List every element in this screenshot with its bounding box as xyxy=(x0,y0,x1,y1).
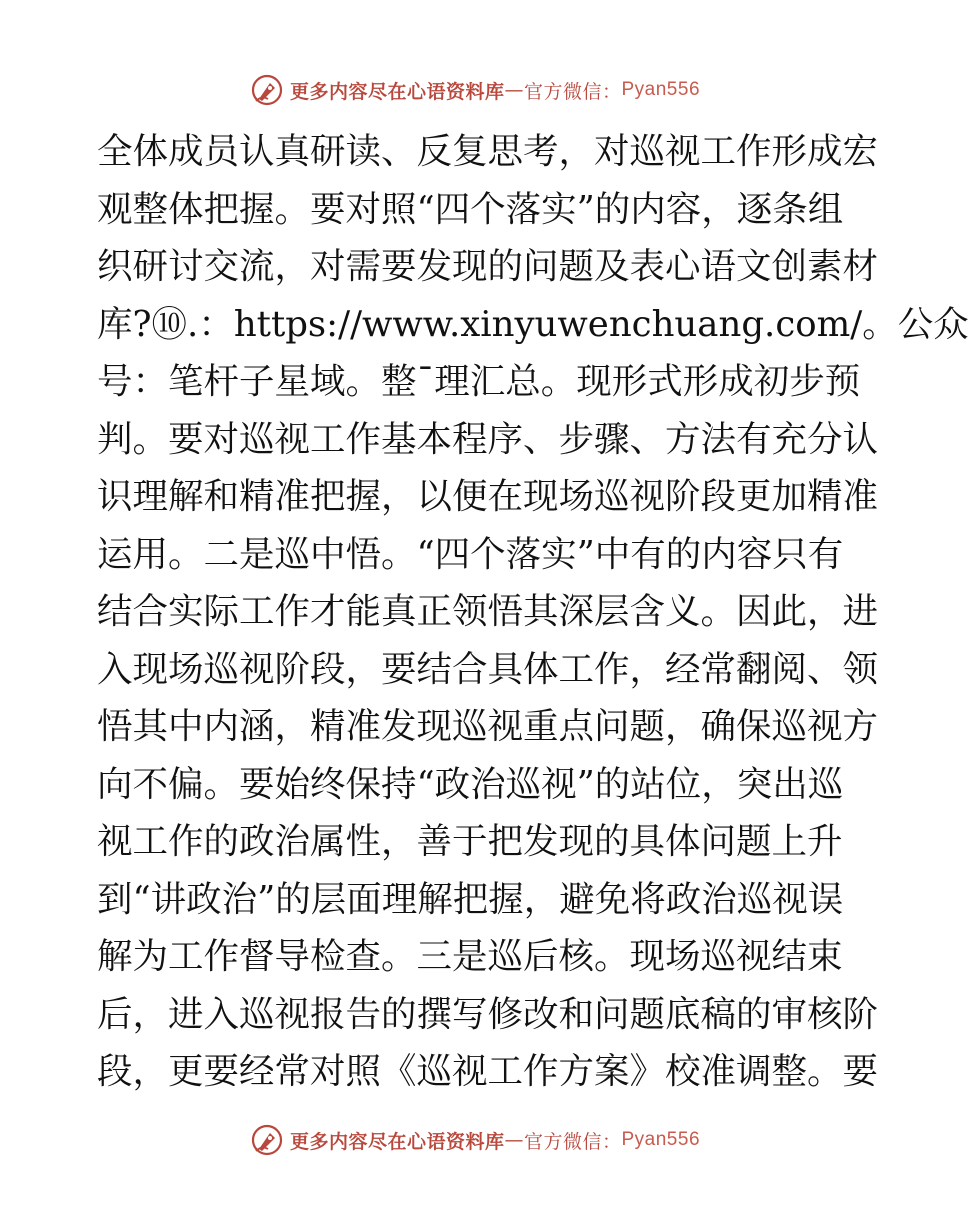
body-line: 结合实际工作才能真正领悟其深层含义。因此，进 xyxy=(97,591,879,632)
watermark-channel: 官方微信： xyxy=(523,80,622,103)
document-body xyxy=(97,123,969,1101)
body-line: 库?⑩.：https://www.xinyuwenchuang.com/。公众 xyxy=(97,303,969,345)
body-line: 视工作的政治属性，善于把发现的具体问题上升 xyxy=(97,821,843,862)
watermark-channel: 官方微信： xyxy=(523,1130,622,1153)
watermark-brand: 更多内容尽在心语资料库 xyxy=(289,1130,505,1153)
watermark-separator: — xyxy=(504,79,524,101)
watermark-id: Pyan556 xyxy=(621,79,701,100)
body-line: 织研讨交流，对需要发现的问题及表心语文创素材 xyxy=(97,246,879,287)
body-line: 观整体把握。要对照“四个落实”的内容，逐条组 xyxy=(97,188,844,230)
watermark-brand: 更多内容尽在心语资料库 xyxy=(289,80,505,103)
body-line: 段，更要经常对照《巡视工作方案》校准调整。要 xyxy=(97,1051,879,1092)
watermark-id: Pyan556 xyxy=(621,1129,701,1150)
body-line: 全体成员认真研读、反复思考，对巡视工作形成宏 xyxy=(97,131,879,172)
body-line: 运用。二是巡中悟。“四个落实”中有的内容只有 xyxy=(97,533,844,575)
body-line: 识理解和精准把握，以便在现场巡视阶段更加精准 xyxy=(97,476,879,517)
watermark-separator: — xyxy=(504,1129,524,1151)
footer-watermark xyxy=(0,1120,950,1160)
body-line: 后，进入巡视报告的撰写修改和问题底稿的审核阶 xyxy=(97,993,879,1035)
body-line: 向不偏。要始终保持“政治巡视”的站位，突出巡 xyxy=(97,763,844,805)
pen-nib-icon xyxy=(250,73,284,107)
header-watermark xyxy=(0,70,950,110)
body-line: 解为工作督导检查。三是巡后核。现场巡视结束 xyxy=(97,936,843,977)
body-line: 悟其中内涵，精准发现巡视重点问题，确保巡视方 xyxy=(97,706,879,747)
body-line: 判。要对巡视工作基本程序、步骤、方法有充分认 xyxy=(97,418,879,460)
body-line: 入现场巡视阶段，要结合具体工作，经常翻阅、领 xyxy=(97,648,879,690)
body-line: 到“讲政治”的层面理解把握，避免将政治巡视误 xyxy=(97,878,844,920)
pen-nib-icon xyxy=(250,1123,284,1157)
body-line: 号：笔杆子星域。整¯理汇总。现形式形成初步预 xyxy=(97,361,861,402)
